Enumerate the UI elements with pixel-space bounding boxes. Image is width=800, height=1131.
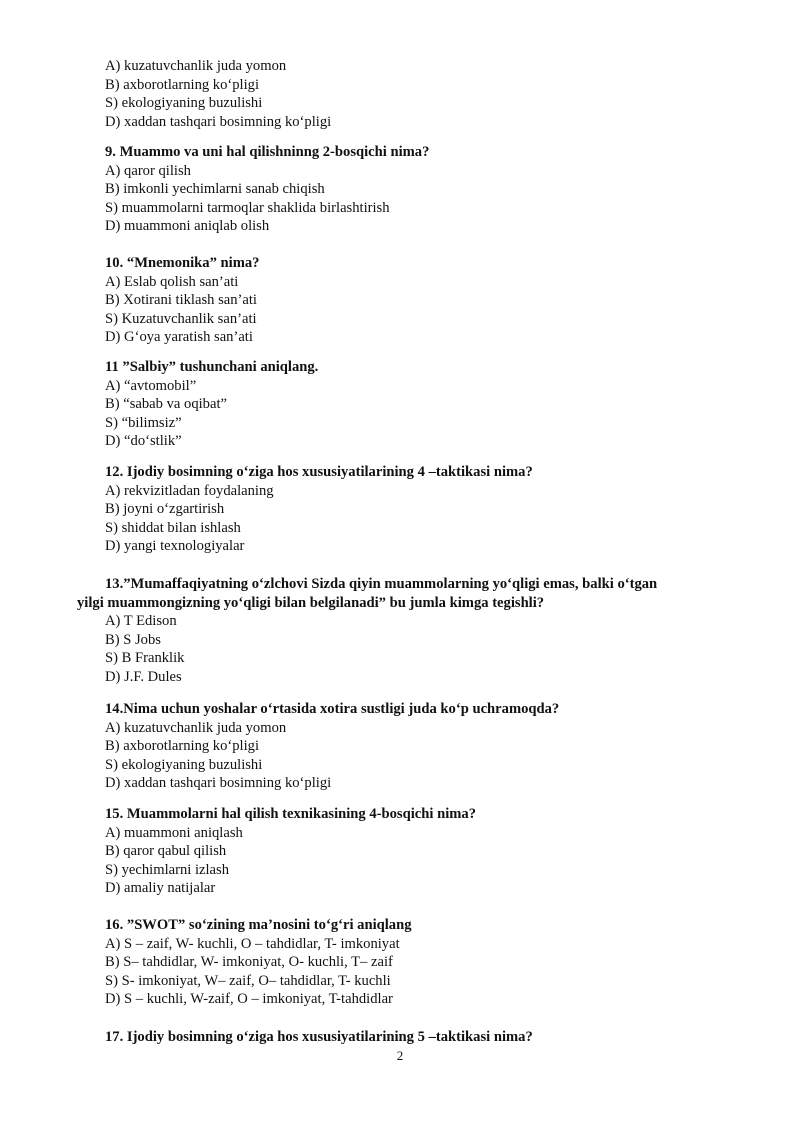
option-s: S) Kuzatuvchanlik san’ati — [105, 310, 257, 327]
option-a: A) qaror qilish — [105, 162, 191, 179]
option-a: A) rekvizitladan foydalaning — [105, 482, 274, 499]
option-d: D) yangi texnologiyalar — [105, 538, 245, 555]
question-block-8-options — [105, 57, 740, 131]
option-b: B) Xotirani tiklash san’ati — [105, 292, 257, 309]
option-b: B) imkonli yechimlarni sanab chiqish — [105, 181, 325, 198]
option-b: B) axborotlarning ko‘pligi — [105, 76, 260, 93]
question-block-9 — [105, 143, 740, 236]
question-block-16 — [105, 916, 740, 1009]
option-b: B) “sabab va oqibat” — [105, 396, 227, 413]
option-b: B) S– tahdidlar, W- imkoniyat, O- kuchli, T– zaif — [105, 954, 393, 971]
option-b: B) joyni o‘zgartirish — [105, 501, 225, 518]
option-d: D) G‘oya yaratish san’ati — [105, 329, 253, 346]
option-d: D) xaddan tashqari bosimning ko‘pligi — [105, 775, 332, 792]
option-s: S) muammolarni tarmoqlar shaklida birlashtirish — [105, 199, 390, 216]
option-a: A) kuzatuvchanlik juda yomon — [105, 719, 287, 736]
page-number: 2 — [396, 1048, 404, 1063]
option-d: D) J.F. Dules — [105, 668, 182, 685]
question-12-text: 12. Ijodiy bosimning o‘ziga hos xususiyatilarining 4 –taktikasi nima? — [105, 464, 533, 480]
option-s: S) ekologiyaning buzulishi — [105, 756, 263, 773]
option-a: A) muammoni aniqlash — [105, 824, 243, 841]
question-block-12 — [105, 463, 740, 556]
question-block-17 — [105, 1028, 740, 1047]
question-13-text-line2: yilgi muammongizning yo‘qligi bilan belgilanadi” bu jumla kimga tegishli? — [77, 594, 545, 611]
option-a: A) kuzatuvchanlik juda yomon — [105, 58, 287, 74]
option-b: B) qaror qabul qilish — [105, 843, 227, 860]
option-s: S) ekologiyaning buzulishi — [105, 95, 263, 112]
option-s: S) S- imkoniyat, W– zaif, O– tahdidlar, T- kuchli — [105, 972, 391, 989]
question-16-text: 16. ”SWOT” so‘zining ma’nosini to‘g‘ri aniqlang — [105, 917, 412, 933]
question-block-13-options — [105, 612, 740, 686]
question-9-text: 9. Muammo va uni hal qilishninng 2-bosqichi nima? — [105, 144, 430, 160]
option-a: A) T Edison — [105, 613, 177, 629]
question-block-14 — [105, 700, 740, 793]
question-15-text: 15. Muammolarni hal qilish texnikasining 4-bosqichi nima? — [105, 806, 477, 822]
option-b: B) axborotlarning ko‘pligi — [105, 738, 260, 755]
option-s: S) yechimlarni izlash — [105, 861, 230, 878]
option-s: S) B Franklik — [105, 650, 185, 667]
option-d: D) S – kuchli, W-zaif, O – imkoniyat, T-tahdidlar — [105, 991, 393, 1008]
question-block-11 — [105, 358, 740, 451]
option-a: A) “avtomobil” — [105, 377, 197, 394]
option-a: A) Eslab qolish san’ati — [105, 273, 239, 290]
option-d: D) muammoni aniqlab olish — [105, 218, 270, 235]
option-a: A) S – zaif, W- kuchli, O – tahdidlar, T- imkoniyat — [105, 935, 400, 952]
question-10-text: 10. “Mnemonika” nima? — [105, 255, 260, 271]
option-d: D) xaddan tashqari bosimning ko‘pligi — [105, 113, 332, 130]
question-17-text: 17. Ijodiy bosimning o‘ziga hos xususiyatilarining 5 –taktikasi nima? — [105, 1029, 533, 1045]
question-block-15 — [105, 805, 740, 898]
option-d: D) “do‘stlik” — [105, 433, 182, 450]
question-block-10 — [105, 254, 740, 347]
question-block-13 — [77, 575, 740, 612]
option-s: S) “bilimsiz” — [105, 414, 182, 431]
question-14-text: 14.Nima uchun yoshalar o‘rtasida xotira sustligi juda ko‘p uchramoqda? — [105, 701, 560, 717]
option-b: B) S Jobs — [105, 631, 161, 648]
question-11-text: 11 ”Salbiy” tushunchani aniqlang. — [105, 359, 319, 375]
question-13-text-line1: 13.”Mumaffaqiyatning o‘zlchovi Sizda qiyin muammolarning yo‘qligi emas, balki o‘tgan — [105, 576, 658, 592]
option-s: S) shiddat bilan ishlash — [105, 519, 241, 536]
option-d: D) amaliy natijalar — [105, 880, 216, 897]
